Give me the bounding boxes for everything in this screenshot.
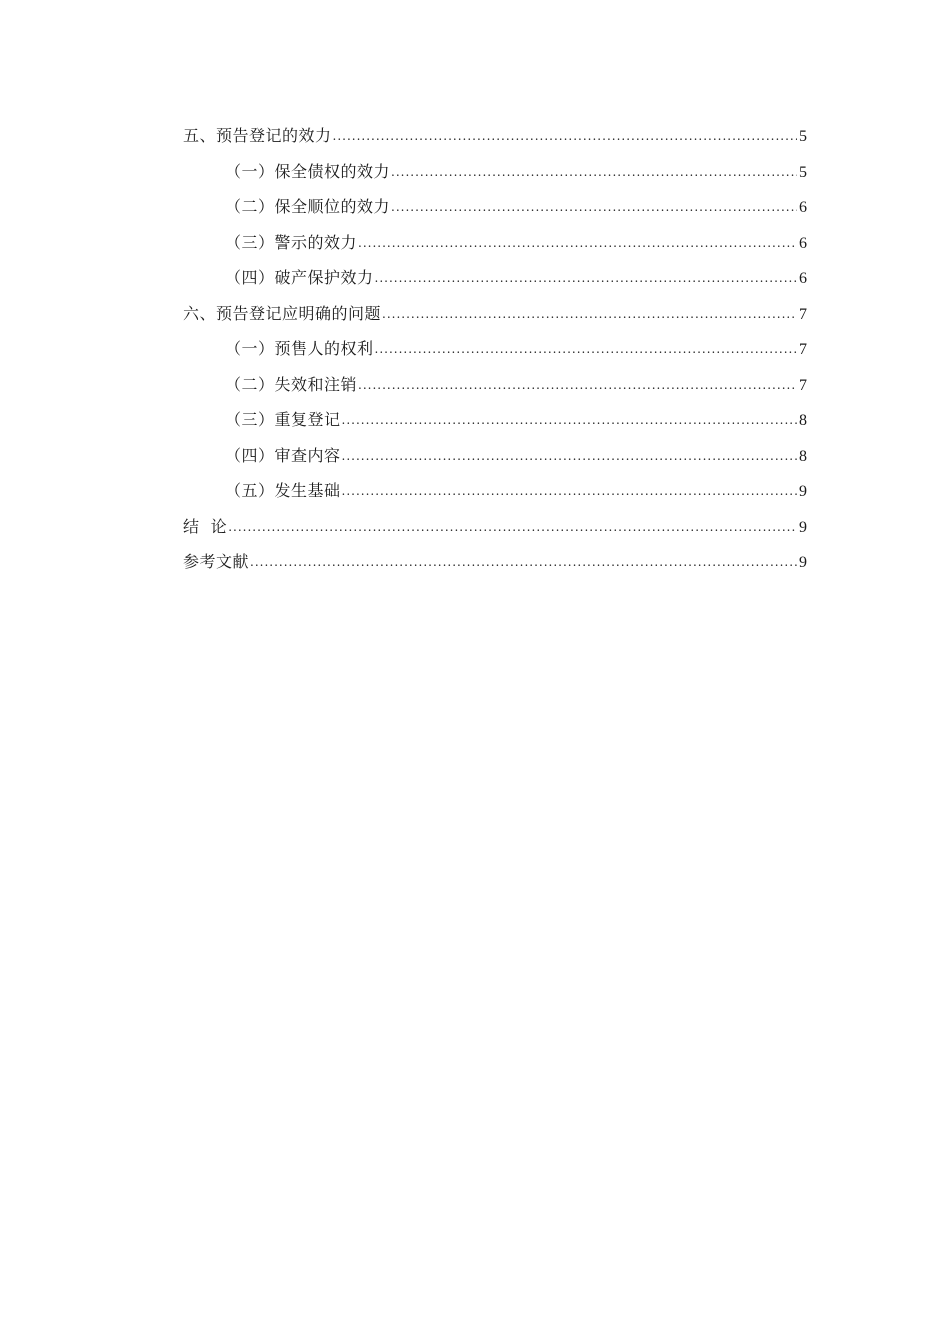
toc-entry-title: （四）破产保护效力 xyxy=(225,268,374,287)
toc-entry-title: 六、预告登记应明确的问题 xyxy=(183,303,382,323)
toc-entry[interactable] xyxy=(183,331,807,367)
toc-entry[interactable] xyxy=(183,154,807,190)
toc-entry-title: （三）重复登记 xyxy=(225,410,341,429)
toc-entry[interactable] xyxy=(183,473,807,509)
toc-page-number: 5 xyxy=(799,128,807,145)
toc-page-number: 8 xyxy=(799,412,807,429)
toc-entry[interactable] xyxy=(183,118,807,154)
toc-entry-title: （五）发生基础 xyxy=(225,481,341,500)
toc-dot-leader xyxy=(333,119,797,155)
toc-entry-title: （一）保全债权的效力 xyxy=(225,161,391,181)
toc-dot-leader xyxy=(358,226,797,262)
toc-page-number: 9 xyxy=(799,518,807,536)
toc-dot-leader xyxy=(391,190,797,226)
toc-entry[interactable] xyxy=(183,225,807,261)
toc-page-number: 9 xyxy=(799,554,807,571)
toc-entry-title: 五、预告登记的效力 xyxy=(183,126,332,145)
toc-entry-title: 参考文献 xyxy=(183,552,250,571)
toc-entry-title: 结 论 xyxy=(183,516,228,536)
toc-dot-leader xyxy=(342,403,797,439)
toc-dot-leader xyxy=(358,368,797,404)
table-of-contents xyxy=(183,118,807,580)
toc-entry-title: （一）预售人的权利 xyxy=(225,339,374,358)
toc-entry-title: （三）警示的效力 xyxy=(225,232,358,252)
toc-dot-leader xyxy=(375,261,797,297)
toc-dot-leader xyxy=(228,510,797,546)
toc-entry[interactable] xyxy=(183,438,807,474)
toc-page-number: 7 xyxy=(799,305,807,323)
toc-page-number: 7 xyxy=(799,376,807,394)
toc-entry[interactable] xyxy=(183,367,807,403)
toc-page-number: 7 xyxy=(799,341,807,358)
toc-entry[interactable] xyxy=(183,402,807,438)
toc-entry[interactable] xyxy=(183,296,807,332)
toc-page-number: 8 xyxy=(799,447,807,465)
toc-entry[interactable] xyxy=(183,544,807,580)
toc-dot-leader xyxy=(391,155,797,191)
toc-page-number: 9 xyxy=(799,483,807,500)
toc-entry[interactable] xyxy=(183,509,807,545)
toc-entry-title: （二）失效和注销 xyxy=(225,374,358,394)
toc-dot-leader xyxy=(375,332,797,368)
toc-dot-leader xyxy=(342,439,797,475)
toc-entry[interactable] xyxy=(183,189,807,225)
toc-page-number: 6 xyxy=(799,234,807,252)
toc-entry-title: （四）审查内容 xyxy=(225,445,341,465)
toc-dot-leader xyxy=(250,545,797,581)
toc-entry-title: （二）保全顺位的效力 xyxy=(225,197,391,216)
toc-entry[interactable] xyxy=(183,260,807,296)
toc-dot-leader xyxy=(342,474,797,510)
toc-page-number: 5 xyxy=(799,163,807,181)
toc-page-number: 6 xyxy=(799,270,807,287)
toc-page-number: 6 xyxy=(799,199,807,216)
toc-dot-leader xyxy=(382,297,797,333)
